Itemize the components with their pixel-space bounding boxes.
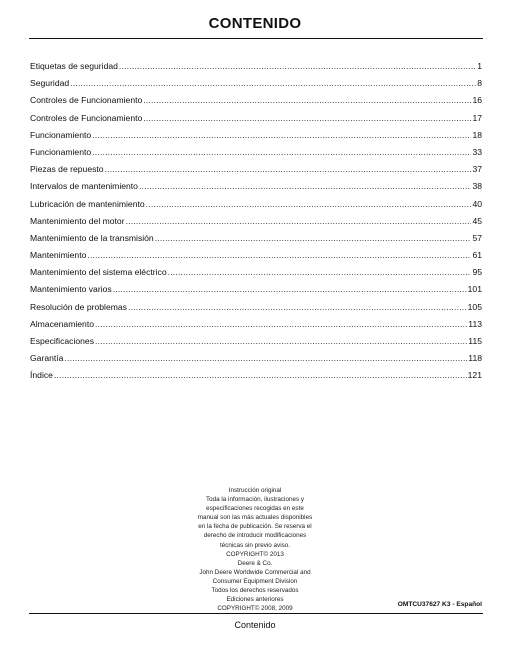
toc-entry-label: Funcionamiento — [30, 129, 92, 140]
toc-entry[interactable] — [30, 367, 482, 384]
toc-entry-label: Lubricación de mantenimiento — [30, 198, 145, 209]
toc-entry-label: Mantenimiento de la transmisión — [30, 232, 154, 243]
toc-entry[interactable] — [30, 299, 482, 316]
toc-entry-page-number: 45 — [472, 215, 482, 226]
toc-entry[interactable] — [30, 196, 482, 213]
notice-line: técnicas sin previo aviso. — [220, 541, 290, 549]
table-of-contents — [30, 58, 482, 385]
toc-entry-label: Mantenimiento del sistema eléctrico — [30, 267, 167, 278]
toc-entry[interactable] — [30, 350, 482, 367]
toc-leader-dots — [128, 299, 467, 316]
toc-leader-dots — [92, 144, 471, 161]
notice-line: Consumer Equipment Division — [212, 577, 298, 585]
toc-entry-page-number: 115 — [468, 336, 482, 346]
toc-entry-label: Especificaciones — [30, 336, 95, 346]
toc-entry-label: Piezas de repuesto — [30, 164, 104, 175]
toc-leader-dots — [87, 247, 471, 264]
toc-leader-dots — [119, 58, 476, 75]
notice-line: John Deere Worldwide Commercial and — [199, 568, 311, 576]
toc-entry[interactable] — [30, 127, 482, 144]
toc-leader-dots — [92, 127, 471, 144]
toc-leader-dots — [146, 196, 472, 213]
toc-entry-page-number: 16 — [472, 95, 482, 106]
toc-entry-label: Controles de Funcionamiento — [30, 112, 143, 123]
toc-leader-dots — [95, 316, 467, 333]
toc-entry[interactable] — [30, 281, 482, 298]
toc-entry-label: Controles de Funcionamiento — [30, 95, 143, 106]
bottom-divider — [29, 613, 483, 614]
notice-line: Ediciones anteriores — [226, 596, 284, 604]
toc-entry-label: Mantenimiento — [30, 250, 87, 261]
toc-entry[interactable] — [30, 230, 482, 247]
toc-leader-dots — [54, 367, 467, 384]
toc-entry[interactable] — [30, 110, 482, 127]
page-footer: Contenido — [234, 620, 276, 630]
toc-leader-dots — [139, 178, 471, 195]
toc-entry[interactable] — [30, 75, 482, 92]
toc-entry[interactable] — [30, 333, 482, 350]
toc-entry-label: Índice — [30, 370, 53, 381]
document-code: OMTCU37627 K3 - Español — [397, 601, 482, 608]
notice-line: Instrucción original — [228, 487, 282, 494]
toc-entry[interactable] — [30, 178, 482, 195]
toc-leader-dots — [64, 350, 467, 367]
notice-line: derecho de introducir modificaciones — [203, 532, 307, 540]
notice-line: Todos los derechos reservados — [211, 587, 299, 595]
toc-entry-page-number: 57 — [472, 232, 482, 243]
toc-leader-dots — [143, 110, 471, 127]
toc-entry-label: Mantenimiento varios — [30, 284, 112, 295]
toc-leader-dots — [155, 230, 472, 247]
notice-line: Toda la información, ilustraciones y — [206, 496, 304, 504]
toc-leader-dots — [168, 264, 472, 281]
toc-leader-dots — [113, 281, 467, 298]
page-title: CONTENIDO — [208, 15, 302, 32]
top-divider — [29, 38, 483, 39]
toc-entry-page-number: 8 — [477, 78, 482, 89]
toc-entry[interactable] — [30, 58, 482, 75]
toc-entry[interactable] — [30, 316, 482, 333]
toc-entry-label: Funcionamiento — [30, 146, 92, 157]
toc-entry-page-number: 61 — [472, 250, 482, 261]
toc-entry-page-number: 37 — [472, 164, 482, 175]
toc-entry-page-number: 18 — [472, 129, 482, 140]
toc-entry-label: Seguridad — [30, 78, 70, 89]
toc-leader-dots — [105, 161, 472, 178]
toc-entry-page-number: 113 — [468, 318, 482, 329]
toc-entry-page-number: 33 — [472, 146, 482, 157]
toc-entry-page-number: 17 — [472, 112, 482, 123]
toc-entry[interactable] — [30, 213, 482, 230]
toc-entry[interactable] — [30, 247, 482, 264]
toc-entry[interactable] — [30, 264, 482, 281]
notice-line: Deere & Co. — [237, 559, 273, 567]
toc-leader-dots — [95, 333, 467, 350]
toc-entry-page-number: 1 — [477, 61, 482, 71]
toc-entry-label: Resolución de problemas — [30, 301, 127, 312]
toc-entry-page-number: 121 — [467, 370, 482, 381]
toc-entry[interactable] — [30, 144, 482, 161]
notice-line: manual son las más actuales disponibles — [197, 514, 313, 522]
toc-entry-page-number: 118 — [468, 353, 482, 364]
toc-entry[interactable] — [30, 92, 482, 109]
toc-entry-page-number: 40 — [472, 198, 482, 209]
notice-line: en la fecha de publicación. Se reserva el — [198, 523, 312, 531]
copyright-notice — [185, 486, 325, 613]
toc-entry-label: Garantía — [30, 353, 64, 364]
toc-leader-dots — [143, 92, 471, 109]
toc-leader-dots — [70, 75, 476, 92]
toc-entry-page-number: 101 — [467, 284, 482, 295]
notice-line: COPYRIGHT© 2008, 2009 — [217, 605, 293, 613]
notice-line: COPYRIGHT© 2013 — [226, 550, 284, 558]
toc-entry-label: Etiquetas de seguridad — [30, 61, 118, 71]
toc-entry-label: Almacenamiento — [30, 318, 95, 329]
toc-entry-label: Intervalos de mantenimiento — [30, 181, 138, 192]
toc-entry[interactable] — [30, 161, 482, 178]
toc-entry-label: Mantenimiento del motor — [30, 215, 125, 226]
toc-entry-page-number: 105 — [467, 301, 482, 312]
notice-line: especificaciones recogidas en este — [206, 505, 304, 513]
toc-entry-page-number: 95 — [472, 267, 482, 278]
toc-entry-page-number: 38 — [472, 181, 482, 192]
toc-leader-dots — [126, 213, 472, 230]
